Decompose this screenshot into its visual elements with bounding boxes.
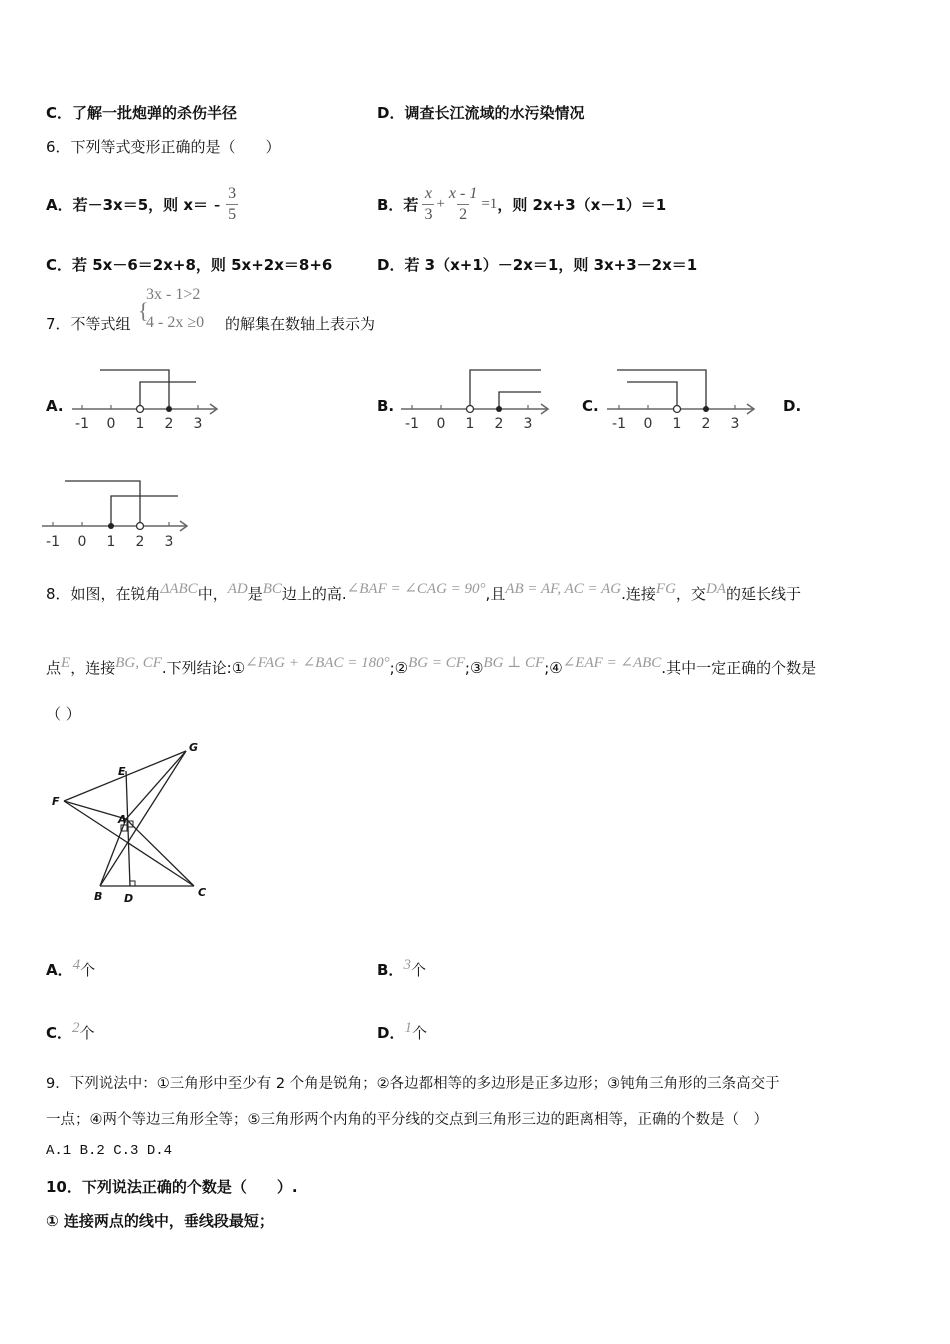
q5-option-d: D．调查长江流域的水污染情况 (377, 104, 585, 122)
q7-suffix: 的解集在数轴上表示为 (225, 315, 376, 333)
svg-text:-1: -1 (75, 416, 89, 432)
label-a: A (118, 813, 127, 826)
math-bc: BC (262, 581, 282, 597)
q7-inequality-2: 4 - 2x ≥0 (146, 314, 205, 331)
q8-text: .连接 (621, 585, 656, 603)
fraction-denominator: 3 (424, 205, 433, 223)
math-bg-cf: BG, CF (115, 655, 162, 671)
q6-stem: 6．下列等式变形正确的是（ ） (46, 138, 281, 156)
option-label: B． (377, 961, 404, 979)
q7-label-c: C. (582, 397, 599, 415)
label-b: B (94, 890, 103, 903)
svg-text:0: 0 (436, 416, 446, 432)
q7-label-d: D. (783, 397, 802, 415)
q8-stem-line2 (46, 652, 816, 679)
option-number: 1 (404, 1020, 412, 1036)
q6-option-b-fraction2 (447, 184, 479, 225)
q8-option-d (377, 1020, 427, 1043)
q9-options: A.1 B.2 C.3 D.4 (46, 1143, 173, 1159)
number-line-d (40, 478, 195, 550)
q6-option-b (377, 172, 666, 236)
option-number: 3 (403, 957, 411, 973)
math-da: DA (705, 581, 726, 597)
svg-text:0: 0 (643, 416, 653, 432)
q9-line2: 一点；④两个等边三角形全等；⑤三角形两个内角的平分线的交点到三角形三边的距离相等，正确的个数是（ ） (46, 1112, 768, 1128)
option-unit: 个 (411, 1024, 427, 1042)
q10-stem: 10．下列说法正确的个数是（ ）. (46, 1178, 298, 1196)
q8-text: 边上的高. (281, 585, 347, 603)
q7-inequality-1: 3x - 1>2 (146, 286, 201, 303)
svg-text:0: 0 (77, 534, 87, 550)
label-c: C (198, 886, 207, 899)
svg-text:2: 2 (164, 416, 174, 432)
label-f: F (52, 795, 60, 808)
q8-geometry-figure (40, 735, 220, 910)
number-line-a (70, 362, 225, 432)
q8-text: ，交 (675, 585, 706, 603)
fraction-numerator: x (424, 184, 432, 202)
svg-text:1: 1 (106, 534, 116, 550)
fraction-denominator: 5 (228, 205, 237, 223)
q5-option-c: C．了解一批炮弹的杀伤半径 (46, 104, 238, 122)
q7-label-b: B. (377, 397, 395, 415)
math-side-condition: AB = AF, AC = AG (505, 581, 622, 597)
option-unit: 个 (79, 1024, 95, 1042)
svg-text:-1: -1 (46, 534, 60, 550)
option-number: 2 (72, 1020, 80, 1036)
svg-text:2: 2 (494, 416, 504, 432)
q8-text: ;② (389, 659, 409, 677)
q6-option-d: D．若 3（x+1）－2x＝1，则 3x+3－2x＝1 (377, 256, 698, 274)
q6-option-a-neg: - (214, 193, 221, 214)
fraction-denominator: 2 (459, 205, 468, 223)
q6-option-a-label: A．若－3x＝5，则 x＝ (46, 195, 209, 214)
svg-text:3: 3 (523, 416, 533, 432)
option-number: 4 (72, 957, 81, 973)
svg-text:0: 0 (106, 416, 116, 432)
math-e: E (61, 655, 71, 671)
q8-text: .下列结论:① (161, 659, 246, 677)
q8-option-c (46, 1020, 95, 1043)
q8-text: ;③ (464, 659, 484, 677)
q6-option-c: C．若 5x－6＝2x+8，则 5x+2x＝8+6 (46, 256, 333, 274)
q8-text: 的延长线于 (725, 585, 801, 603)
q8-text: 8．如图，在锐角 (46, 585, 161, 603)
math-conclusion-4: ∠EAF = ∠ABC (562, 655, 662, 671)
number-line-c (605, 362, 765, 432)
svg-text:2: 2 (701, 416, 711, 432)
q6-option-a (46, 172, 238, 236)
q6-option-b-tail: ，则 2x+3（x－1）＝1 (497, 195, 667, 214)
q10-item-1: ① 连接两点的线中，垂线段最短； (46, 1212, 274, 1230)
option-label: C． (46, 1024, 73, 1042)
plus-sign: + (436, 195, 445, 212)
label-e: E (118, 765, 126, 778)
fraction-numerator: 3 (228, 184, 237, 202)
math-triangle-abc: ΔABC (160, 581, 198, 597)
math-conclusion-3: BG ⊥ CF (483, 655, 545, 671)
svg-text:-1: -1 (405, 416, 419, 432)
svg-text:3: 3 (164, 534, 174, 550)
q8-text: 中， (197, 585, 228, 603)
q8-option-a (46, 957, 95, 980)
q8-text: ，连接 (70, 659, 116, 677)
q7-label-a: A. (46, 397, 64, 415)
math-ad: AD (227, 581, 248, 597)
q7-brace: { (138, 298, 149, 323)
label-g: G (189, 741, 199, 754)
q6-option-a-fraction (226, 184, 238, 225)
math-angle-condition: ∠BAF = ∠CAG = 90° (346, 581, 486, 597)
svg-text:3: 3 (730, 416, 740, 432)
q8-option-b (377, 957, 426, 980)
q8-text: ;④ (544, 659, 563, 677)
q6-option-b-fraction1 (422, 184, 434, 225)
svg-text:-1: -1 (612, 416, 626, 432)
q8-text: 是 (247, 585, 263, 603)
svg-text:1: 1 (672, 416, 682, 432)
number-line-b (399, 362, 559, 432)
svg-text:2: 2 (135, 534, 145, 550)
option-unit: 个 (410, 961, 426, 979)
label-d: D (124, 892, 134, 905)
svg-text:3: 3 (193, 416, 203, 432)
q7-prefix: 7．不等式组 (46, 315, 131, 333)
q8-text: .其中一定正确的个数是 (661, 659, 817, 677)
option-label: A． (46, 961, 73, 979)
fraction-numerator: x - 1 (448, 184, 478, 202)
q8-stem-line1 (46, 578, 801, 605)
q6-option-b-label: B．若 (377, 195, 419, 214)
math-conclusion-2: BG = CF (408, 655, 465, 671)
math-conclusion-1: ∠FAG + ∠BAC = 180° (245, 655, 390, 671)
q9-line1: 9．下列说法中：①三角形中至少有 2 个角是锐角；②各边都相等的多边形是正多边形；③钝角三角形的三条高交于 (46, 1076, 780, 1092)
option-unit: 个 (80, 961, 96, 979)
equals-one: =1 (481, 195, 498, 212)
option-label: D． (377, 1024, 405, 1042)
q8-text: ,且 (485, 585, 506, 603)
q8-answer-blank: （ ） (46, 705, 81, 723)
svg-text:1: 1 (465, 416, 475, 432)
q8-text: 点 (46, 659, 62, 677)
math-fg: FG (655, 581, 676, 597)
svg-text:1: 1 (135, 416, 145, 432)
